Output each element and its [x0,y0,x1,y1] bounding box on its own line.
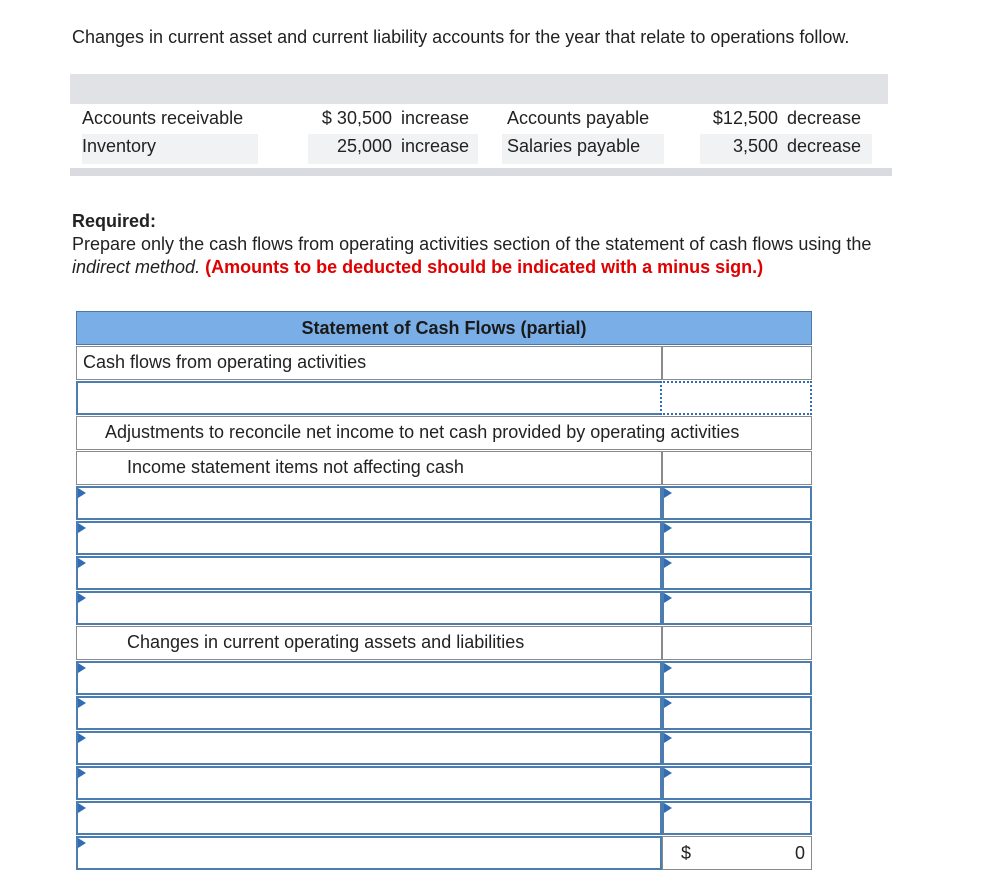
income-item-label-input[interactable] [76,591,662,625]
dropdown-marker-icon [78,698,86,708]
intro-text: Changes in current asset and current liability accounts for the year that relate to operations follow. [72,27,850,47]
dropdown-marker-icon [664,593,672,603]
cash-flows-amount-cell [662,346,812,380]
net-income-amount-input[interactable] [660,381,812,415]
required-warning-text: (Amounts to be deducted should be indicated with a minus sign.) [205,257,764,277]
dropdown-marker-icon [664,768,672,778]
required-line-1: Prepare only the cash flows from operating activities section of the statement of cash flows using the [72,234,872,254]
change-item-label-input[interactable] [76,731,662,765]
net-income-label-input[interactable] [76,381,662,415]
given-right-change: decrease [787,108,862,128]
change-item-label-input[interactable] [76,661,662,695]
given-left-amount: 25,000 [336,136,392,156]
dropdown-marker-icon [78,488,86,498]
required-italic-text: indirect method. [72,257,201,277]
given-right-amount: $12,500 [712,108,778,128]
dropdown-marker-icon [664,698,672,708]
income-item-label-input[interactable] [76,486,662,520]
given-right-label: Salaries payable [507,136,641,156]
given-left-change: increase [401,108,470,128]
dropdown-marker-icon [78,593,86,603]
given-left-label: Inventory [82,136,157,156]
change-item-amount-input[interactable] [662,696,812,730]
income-items-label: Income statement items not affecting cash [76,451,662,485]
statement-title: Statement of Cash Flows (partial) [76,311,812,345]
given-right-change: decrease [787,136,862,156]
change-item-amount-input[interactable] [662,766,812,800]
dropdown-marker-icon [78,768,86,778]
change-item-label-input[interactable] [76,696,662,730]
currency-symbol: $ [681,843,692,863]
net-cash-total-cell [662,836,812,870]
income-item-amount-input[interactable] [662,521,812,555]
change-item-amount-input[interactable] [662,661,812,695]
changes-label: Changes in current operating assets and liabilities [76,626,662,660]
net-cash-label-input[interactable] [76,836,662,870]
dropdown-marker-icon [78,838,86,848]
dropdown-marker-icon [78,523,86,533]
income-item-amount-input[interactable] [662,486,812,520]
change-item-amount-input[interactable] [662,731,812,765]
given-right-amount: 3,500 [732,136,778,156]
income-item-label-input[interactable] [76,521,662,555]
income-items-amount-cell [662,451,812,485]
cash-flows-label: Cash flows from operating activities [76,346,662,380]
income-item-label-input[interactable] [76,556,662,590]
dropdown-marker-icon [664,488,672,498]
net-cash-total-value: 0 [794,843,805,863]
change-item-label-input[interactable] [76,801,662,835]
given-left-label: Accounts receivable [82,108,244,128]
dropdown-marker-icon [78,803,86,813]
dropdown-marker-icon [664,733,672,743]
dropdown-marker-icon [78,558,86,568]
income-item-amount-input[interactable] [662,591,812,625]
dropdown-marker-icon [664,663,672,673]
required-line-2 [72,256,871,279]
given-left-change: increase [401,136,470,156]
dropdown-marker-icon [664,558,672,568]
given-left-amount: $ 30,500 [321,108,392,128]
change-item-amount-input[interactable] [662,801,812,835]
required-instructions [72,210,871,279]
dropdown-marker-icon [664,803,672,813]
income-item-amount-input[interactable] [662,556,812,590]
dropdown-marker-icon [78,663,86,673]
adjustments-label: Adjustments to reconcile net income to net cash provided by operating activities [76,416,812,450]
given-right-label: Accounts payable [507,108,650,128]
given-table-footer-bar [70,168,892,176]
dropdown-marker-icon [78,733,86,743]
dropdown-marker-icon [664,523,672,533]
given-table-header-bar [70,74,888,104]
changes-amount-cell [662,626,812,660]
change-item-label-input[interactable] [76,766,662,800]
required-heading: Required: [72,211,157,231]
